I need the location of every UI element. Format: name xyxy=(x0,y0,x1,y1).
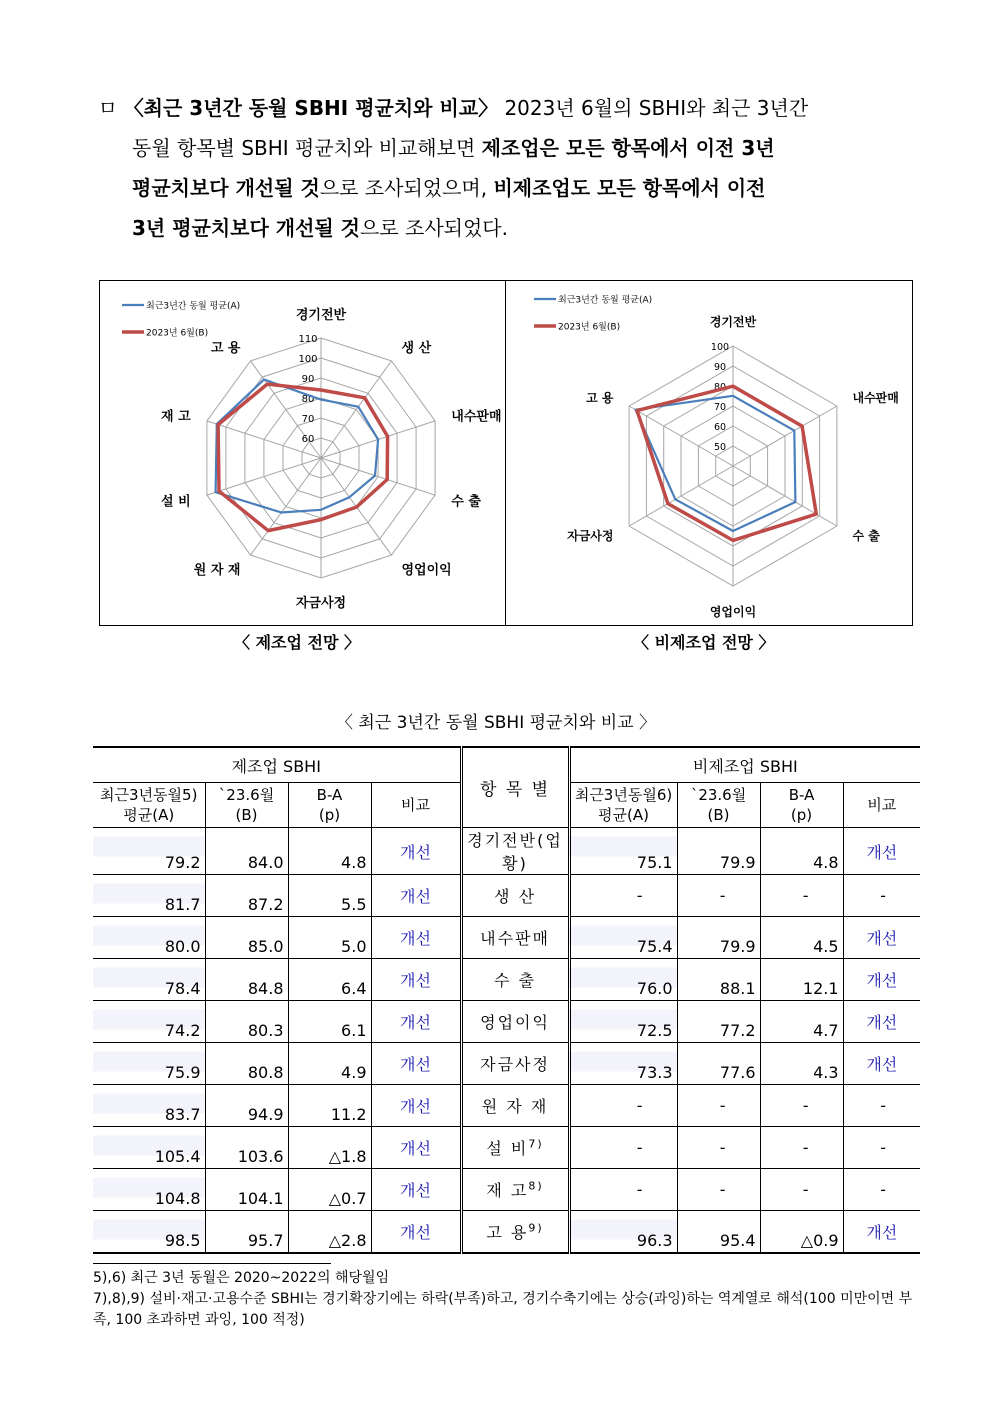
item-label: 설 비$^{7)}$ xyxy=(461,1127,569,1169)
series-current-line xyxy=(218,384,388,530)
manufacturing-chart-caption: 〈 제조업 전망 〉 xyxy=(234,633,360,652)
category-label: 설 비 xyxy=(161,494,191,510)
non-manufacturing-comparison-cell: - xyxy=(843,1127,920,1169)
manufacturing-comparison-cell: 개선 xyxy=(371,959,461,1001)
radar-charts-box xyxy=(99,280,913,626)
non-manufacturing-value-cell: 95.4 xyxy=(677,1211,760,1254)
manufacturing-value-cell: 104.1 xyxy=(205,1169,288,1211)
manufacturing-value-cell: 98.5 xyxy=(93,1211,205,1254)
manufacturing-comparison-cell: 개선 xyxy=(371,1211,461,1254)
non-manufacturing-value-cell: - xyxy=(760,875,843,917)
intro-text-2a: 동월 항목별 SBHI 평균치와 비교해보면 xyxy=(132,136,482,160)
manufacturing-value-cell: 75.9 xyxy=(93,1043,205,1085)
manufacturing-value-cell: 103.6 xyxy=(205,1127,288,1169)
non-manufacturing-value-cell: 75.4 xyxy=(569,917,677,959)
manufacturing-value-cell: 5.5 xyxy=(288,875,371,917)
table-row xyxy=(93,828,920,875)
non-manufacturing-comparison-cell: 개선 xyxy=(843,959,920,1001)
manufacturing-comparison-cell: 개선 xyxy=(371,1085,461,1127)
non-manufacturing-value-cell: 72.5 xyxy=(569,1001,677,1043)
non-manufacturing-radar-chart xyxy=(506,281,912,625)
manufacturing-value-cell: 94.9 xyxy=(205,1085,288,1127)
tick-label: 60 xyxy=(301,434,315,445)
non-manufacturing-value-cell: 77.6 xyxy=(677,1043,760,1085)
non-manufacturing-value-cell: - xyxy=(677,875,760,917)
non-manufacturing-value-cell: - xyxy=(677,1127,760,1169)
manufacturing-value-cell: 79.2 xyxy=(93,828,205,875)
item-label: 생 산 xyxy=(461,875,569,917)
manufacturing-value-cell: 105.4 xyxy=(93,1127,205,1169)
table-row xyxy=(93,1085,920,1127)
non-manufacturing-value-cell: 4.3 xyxy=(760,1043,843,1085)
footnotes xyxy=(93,1268,913,1331)
non-manufacturing-value-cell: 88.1 xyxy=(677,959,760,1001)
manufacturing-value-cell: 84.0 xyxy=(205,828,288,875)
legend-label: 2023년 6월(B) xyxy=(558,322,621,333)
manufacturing-col-header: `23.6월 (B) xyxy=(205,783,288,828)
item-label: 영업이익 xyxy=(461,1001,569,1043)
item-header: 항 목 별 xyxy=(461,747,569,828)
tick-label: 80 xyxy=(301,394,315,405)
footnote-1: 5),6) 최근 3년 동월은 2020~2022의 해당월임 xyxy=(93,1270,390,1286)
intro-heading: 〈최근 3년간 동월 SBHI 평균치와 비교〉 xyxy=(123,96,499,120)
table-row xyxy=(93,1211,920,1254)
non-manufacturing-comparison-cell: 개선 xyxy=(843,917,920,959)
manufacturing-comparison-cell: 개선 xyxy=(371,1001,461,1043)
tick-label: 60 xyxy=(713,422,727,433)
non-manufacturing-col-header: `23.6월 (B) xyxy=(677,783,760,828)
table-row xyxy=(93,917,920,959)
non-manufacturing-chart-caption: 〈 비제조업 전망 〉 xyxy=(633,633,775,652)
manufacturing-value-cell: 74.2 xyxy=(93,1001,205,1043)
item-label: 자금사정 xyxy=(461,1043,569,1085)
item-label: 경기전반(업황) xyxy=(461,828,569,875)
manufacturing-value-cell: △1.8 xyxy=(288,1127,371,1169)
legend-label: 최근3년간 동월 평균(A) xyxy=(146,301,241,312)
manufacturing-value-cell: △2.8 xyxy=(288,1211,371,1254)
manufacturing-value-cell: 80.3 xyxy=(205,1001,288,1043)
non-manufacturing-value-cell: 4.7 xyxy=(760,1001,843,1043)
manufacturing-value-cell: 87.2 xyxy=(205,875,288,917)
manufacturing-value-cell: 6.4 xyxy=(288,959,371,1001)
non-manufacturing-col-header: B-A (p) xyxy=(760,783,843,828)
manufacturing-value-cell: 11.2 xyxy=(288,1085,371,1127)
manufacturing-value-cell: 81.7 xyxy=(93,875,205,917)
item-label: 내수판매 xyxy=(461,917,569,959)
tick-label: 90 xyxy=(301,374,315,385)
tick-label: 100 xyxy=(298,354,318,365)
table-row xyxy=(93,959,920,1001)
non-manufacturing-comparison-cell: - xyxy=(843,1085,920,1127)
manufacturing-value-cell: 95.7 xyxy=(205,1211,288,1254)
manufacturing-comparison-cell: 개선 xyxy=(371,1043,461,1085)
intro-paragraph xyxy=(98,88,903,248)
tick-label: 90 xyxy=(713,362,727,373)
table-row xyxy=(93,1127,920,1169)
tick-label: 50 xyxy=(713,442,727,453)
table-row xyxy=(93,875,920,917)
manufacturing-value-cell: 83.7 xyxy=(93,1085,205,1127)
tick-label: 110 xyxy=(298,334,318,345)
category-label: 재 고 xyxy=(161,409,191,425)
bullet-marker: ㅁ xyxy=(98,96,118,120)
non-manufacturing-value-cell: 77.2 xyxy=(677,1001,760,1043)
non-manufacturing-comparison-cell: 개선 xyxy=(843,1211,920,1254)
non-manufacturing-comparison-cell: - xyxy=(843,875,920,917)
non-manufacturing-value-cell: - xyxy=(760,1085,843,1127)
manufacturing-col-header: 비교 xyxy=(371,783,461,828)
intro-text-4a: 3년 평균치보다 개선될 것 xyxy=(132,216,361,240)
non-manufacturing-comparison-cell: 개선 xyxy=(843,828,920,875)
item-label: 고 용$^{9)}$ xyxy=(461,1211,569,1254)
non-manufacturing-value-cell: - xyxy=(677,1085,760,1127)
item-label: 재 고$^{8)}$ xyxy=(461,1169,569,1211)
category-label: 자금사정 xyxy=(567,529,614,543)
non-manufacturing-value-cell: 75.1 xyxy=(569,828,677,875)
non-manufacturing-value-cell: 79.9 xyxy=(677,917,760,959)
footnote-rule xyxy=(93,1263,331,1264)
series-avg-line xyxy=(216,380,379,513)
category-label: 내수판매 xyxy=(451,409,502,425)
category-label: 원 자 재 xyxy=(193,562,241,578)
item-label: 수 출 xyxy=(461,959,569,1001)
non-manufacturing-value-cell: - xyxy=(677,1169,760,1211)
category-label: 경기전반 xyxy=(295,308,347,323)
intro-text-3c: 비제조업도 모든 항목에서 이전 xyxy=(493,176,766,200)
manufacturing-value-cell: 4.8 xyxy=(288,828,371,875)
category-label: 경기전반 xyxy=(709,315,757,329)
category-label: 영업이익 xyxy=(709,605,757,619)
tick-label: 80 xyxy=(713,382,727,393)
table-row xyxy=(93,1169,920,1211)
table-row xyxy=(93,1043,920,1085)
manufacturing-value-cell: 4.9 xyxy=(288,1043,371,1085)
intro-text-2b: 제조업은 모든 항목에서 이전 3년 xyxy=(481,136,775,160)
non-manufacturing-value-cell: 79.9 xyxy=(677,828,760,875)
manufacturing-comparison-cell: 개선 xyxy=(371,1127,461,1169)
non-manufacturing-value-cell: - xyxy=(760,1169,843,1211)
intro-text-3a: 평균치보다 개선될 것 xyxy=(132,176,320,200)
category-label: 내수판매 xyxy=(852,391,899,405)
tick-label: 100 xyxy=(710,342,730,353)
non-manufacturing-value-cell: - xyxy=(569,1085,677,1127)
category-label: 고 용 xyxy=(210,341,241,357)
legend-label: 2023년 6월(B) xyxy=(146,328,209,339)
intro-text-1: 2023년 6월의 SBHI와 최근 3년간 xyxy=(498,96,809,120)
spoke xyxy=(321,361,392,458)
category-label: 수 출 xyxy=(852,529,880,543)
non-manufacturing-comparison-cell: - xyxy=(843,1169,920,1211)
non-manufacturing-group-header: 비제조업 SBHI xyxy=(569,747,920,783)
tick-label: 70 xyxy=(301,414,315,425)
manufacturing-value-cell: 80.0 xyxy=(93,917,205,959)
non-manufacturing-value-cell: - xyxy=(569,875,677,917)
manufacturing-value-cell: 85.0 xyxy=(205,917,288,959)
manufacturing-comparison-cell: 개선 xyxy=(371,875,461,917)
non-manufacturing-col-header: 비교 xyxy=(843,783,920,828)
table-row xyxy=(93,1001,920,1043)
manufacturing-value-cell: 104.8 xyxy=(93,1169,205,1211)
non-manufacturing-comparison-cell: 개선 xyxy=(843,1001,920,1043)
non-manufacturing-value-cell: 73.3 xyxy=(569,1043,677,1085)
non-manufacturing-comparison-cell: 개선 xyxy=(843,1043,920,1085)
footnote-2: 7),8),9) 설비·재고·고용수준 SBHI는 경기확장기에는 하락(부족)하고, 경기수축기에는 상승(과잉)하는 역계열로 해석(100 미만이면 부족, 100 초과하면 과잉, 100 적정) xyxy=(93,1291,913,1328)
non-manufacturing-value-cell: △0.9 xyxy=(760,1211,843,1254)
category-label: 자금사정 xyxy=(295,596,347,611)
manufacturing-value-cell: 84.8 xyxy=(205,959,288,1001)
category-label: 영업이익 xyxy=(401,562,452,578)
non-manufacturing-value-cell: - xyxy=(760,1127,843,1169)
item-label: 원 자 재 xyxy=(461,1085,569,1127)
non-manufacturing-value-cell: - xyxy=(569,1127,677,1169)
manufacturing-comparison-cell: 개선 xyxy=(371,828,461,875)
manufacturing-col-header: B-A (p) xyxy=(288,783,371,828)
non-manufacturing-value-cell: - xyxy=(569,1169,677,1211)
category-label: 생 산 xyxy=(401,341,432,357)
non-manufacturing-value-cell: 4.8 xyxy=(760,828,843,875)
manufacturing-value-cell: 6.1 xyxy=(288,1001,371,1043)
non-manufacturing-value-cell: 96.3 xyxy=(569,1211,677,1254)
manufacturing-radar-chart xyxy=(100,281,505,625)
manufacturing-value-cell: △0.7 xyxy=(288,1169,371,1211)
non-manufacturing-value-cell: 76.0 xyxy=(569,959,677,1001)
table-title: 〈 최근 3년간 동월 SBHI 평균치와 비교 〉 xyxy=(336,713,656,733)
intro-text-3b: 으로 조사되었으며, xyxy=(319,176,494,200)
manufacturing-value-cell: 80.8 xyxy=(205,1043,288,1085)
manufacturing-comparison-cell: 개선 xyxy=(371,1169,461,1211)
manufacturing-group-header: 제조업 SBHI xyxy=(93,747,461,783)
non-manufacturing-value-cell: 12.1 xyxy=(760,959,843,1001)
manufacturing-comparison-cell: 개선 xyxy=(371,917,461,959)
non-manufacturing-col-header: 최근3년동월6) 평균(A) xyxy=(569,783,677,828)
sbhi-comparison-table xyxy=(93,746,920,1254)
category-label: 수 출 xyxy=(451,494,481,510)
intro-text-4b: 으로 조사되었다. xyxy=(360,216,508,240)
category-label: 고 용 xyxy=(586,391,614,405)
tick-label: 70 xyxy=(713,402,727,413)
manufacturing-value-cell: 5.0 xyxy=(288,917,371,959)
legend-label: 최근3년간 동월 평균(A) xyxy=(558,295,653,306)
non-manufacturing-value-cell: 4.5 xyxy=(760,917,843,959)
manufacturing-value-cell: 78.4 xyxy=(93,959,205,1001)
manufacturing-col-header: 최근3년동월5) 평균(A) xyxy=(93,783,205,828)
